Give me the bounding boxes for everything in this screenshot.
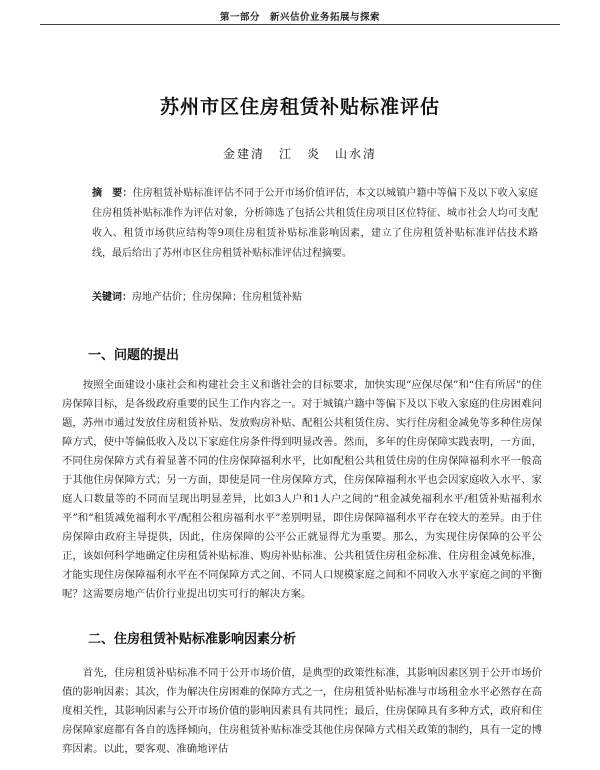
header-rule bbox=[40, 24, 560, 25]
section-heading-2: 二、住房租赁补贴标准影响因素分析 bbox=[88, 632, 297, 647]
article-title: 苏州市区住房租赁补贴标准评估 bbox=[159, 96, 440, 118]
keywords-text: 房地产估价；住房保障；住房租赁补贴 bbox=[132, 292, 302, 303]
running-header-title: 第一部分 新兴估价业务拓展与探索 bbox=[219, 12, 380, 23]
abstract-label: 摘 要： bbox=[92, 188, 133, 199]
section-1-paragraph: 按照全面建设小康社会和构建社会主义和谐社会的目标要求，加快实现“应保尽保”和“住有所居”的住房保障目标，是各级政府重要的民生工作内容之一。对于城镇户籍中等偏下及以下收入家庭的住房困难问题，苏州市通过发放住房租赁补贴、发放购房补贴、配租公共租赁住房、实行住房租金减免等多种住房保障方式，使中等偏低收入及以下家庭住房条件得到明显改善。然而，多年的住房保障实践表明，一方面，不同住房保障方式有着显著不同的住房保障福利水平，比如配租公共租赁住房的住房保障福利水平一般高于其他住房保障方式；另一方面，即使是同一住房保障方式，住房保障福利水平也会因家庭收入水平、家庭人口数量等的不同而呈现出明显差异，比如3人户和1人户之间的“租金减免福利水平/租赁补贴福利水平”和“租赁减免福利水平/配租公租房福利水平”差别明显，即住房保障福利水平存在较大的差异。由于住房保障由政府主导提供，因此，住房保障的公平公正就显得尤为重要。那么，为实现住房保障的公平公正，该如何科学地确定住房租赁补贴标准、购房补贴标准、公共租赁住房租金标准、住房租金减免标准，才能实现住房保障福利水平在不同保障方式之间、不同人口规模家庭之间和不同收入水平家庭之间的平衡呢？这需要房地产估价行业提出切实可行的解决方案。 bbox=[62, 379, 542, 600]
section-heading-1: 一、问题的提出 bbox=[88, 348, 180, 363]
running-header bbox=[0, 0, 600, 26]
section-2-paragraph: 首先，住房租赁补贴标准不同于公开市场价值，是典型的政策性标准，其影响因素区别于公开市场价值的影响因素；其次，作为解决住房困难的保障方式之一，住房租赁补贴标准与市场租金水平必然存在高度相关性，其影响因素与公开市场价值的影响因素具有共同性；最后，住房保障具有多种方式，政府和住房保障家庭都有各自的选择倾向，住房租赁补贴标准受其他住房保障方式相关政策的制约，具有一定的博弈因素。以此，要客观、准确地评估 bbox=[62, 667, 542, 755]
abstract-text: 住房租赁补贴标准评估不同于公开市场价值评估，本文以城镇户籍中等偏下及以下收入家庭住房租赁补贴标准作为评估对象，分析筛选了包括公共租赁住房项目区位特征、城市社会人均可支配收入、租赁市场供应结构等9项住房租赁补贴标准影响因素，建立了住房租赁补贴标准评估技术路线，最后给出了苏州市区住房租赁补贴标准评估过程摘要。 bbox=[92, 188, 539, 259]
keywords bbox=[92, 290, 538, 306]
article-authors: 金建清 江 炎 山水清 bbox=[222, 147, 377, 161]
abstract bbox=[92, 184, 538, 264]
keywords-label: 关键词： bbox=[92, 292, 132, 303]
